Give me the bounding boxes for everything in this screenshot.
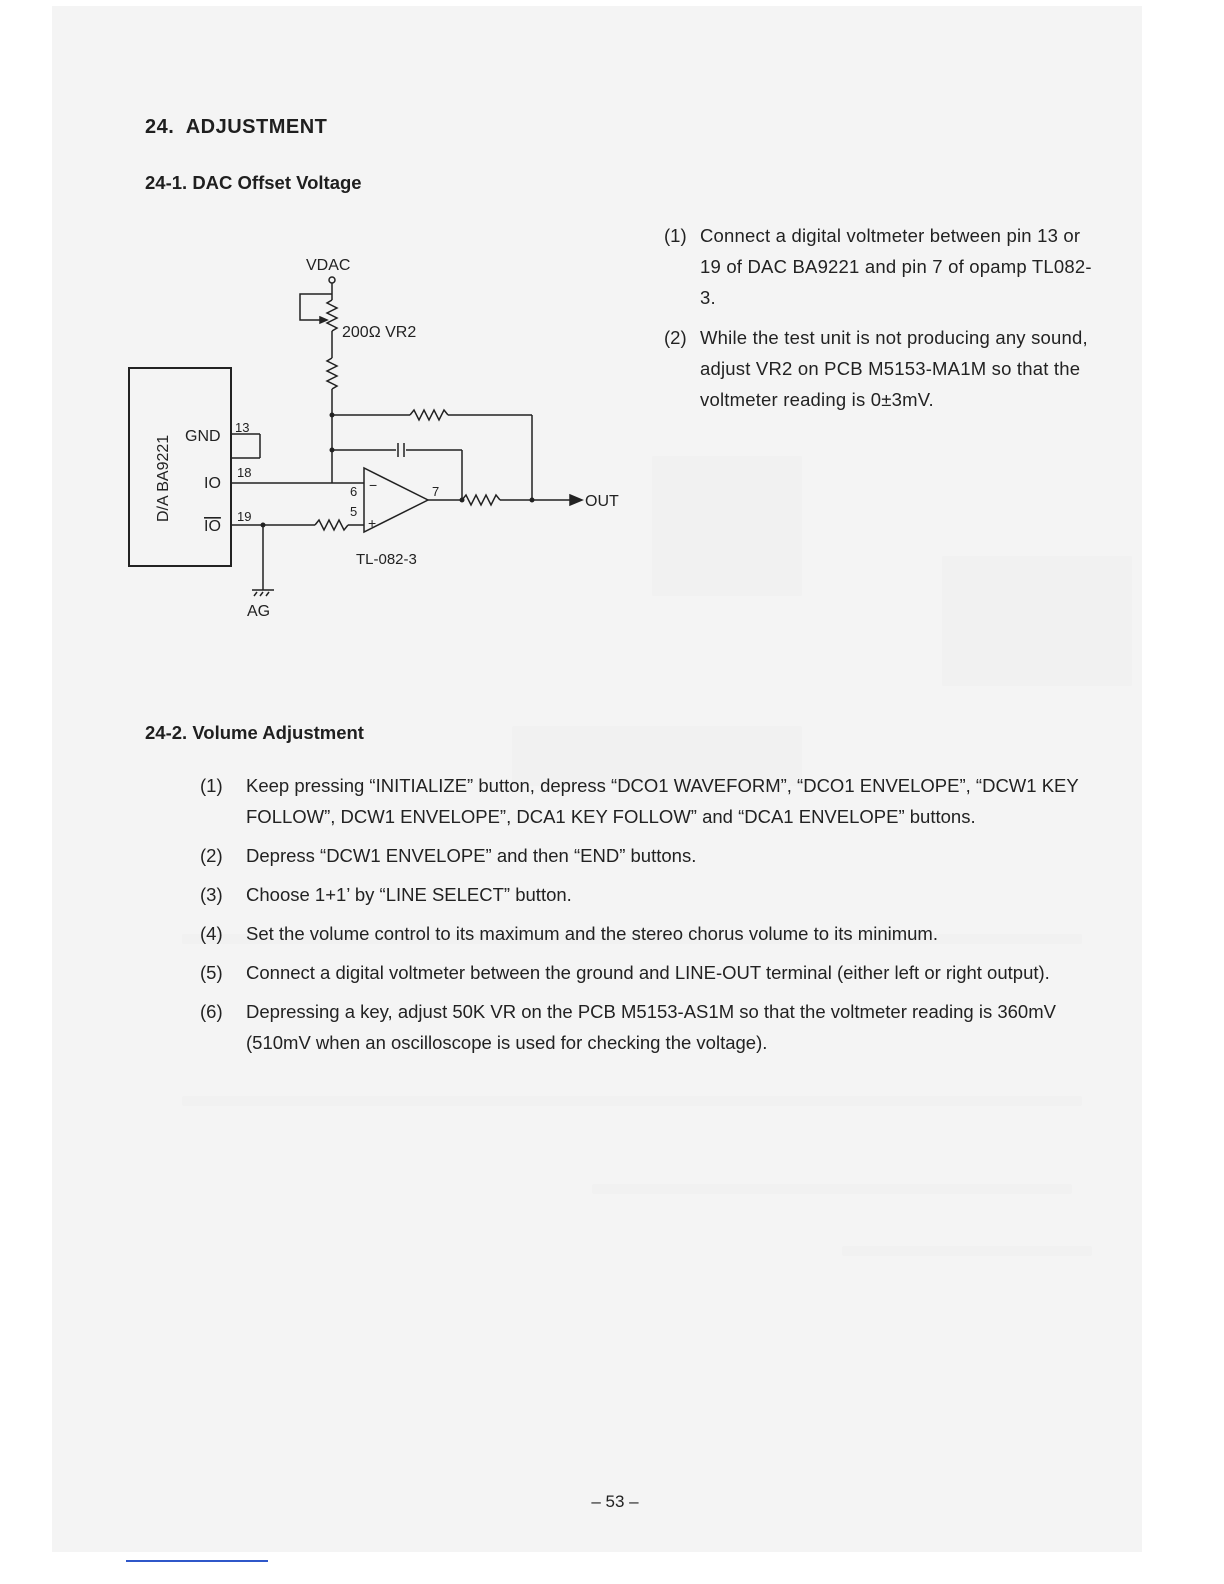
bleed-through-block [942, 556, 1132, 686]
feedback-resistor [410, 410, 448, 420]
list-item [200, 918, 1110, 949]
junction-dot [330, 413, 335, 418]
subsection-title: Volume Adjustment [192, 722, 364, 743]
bleed-through-block [652, 456, 802, 596]
step-number: (5) [200, 962, 223, 983]
label-gnd: GND [185, 428, 221, 445]
list-item [200, 879, 1110, 910]
subsection-number: 24-1. [145, 172, 188, 193]
label-pin13: 13 [235, 420, 250, 435]
label-pin18: 18 [237, 465, 252, 480]
label-io: IO [204, 475, 221, 492]
page-number: – 53 – [591, 1492, 639, 1511]
junction-dot [261, 523, 266, 528]
junction-dot [530, 498, 535, 503]
step-number: (1) [200, 775, 223, 796]
section-heading [145, 116, 327, 139]
step-number: (2) [664, 327, 687, 348]
label-out: OUT [585, 493, 619, 510]
dac-offset-circuit-diagram [120, 240, 640, 630]
dac-chip-box [129, 368, 231, 566]
label-pin5: 5 [350, 504, 358, 519]
step-text: Keep pressing “INITIALIZE” button, depress “DCO1 WAVEFORM”, “DCO1 ENVELOPE”, “DCW1 KEY FOLLOW”, DCW1 ENVELOPE”, DCA1 KEY FOLLOW” and “DCA1 ENVELOPE” buttons. [246, 775, 1079, 827]
step-text: Choose 1+1’ by “LINE SELECT” button. [246, 884, 572, 905]
output-resistor [462, 495, 500, 505]
step-text: Connect a digital voltmeter between the ground and LINE-OUT terminal (either left or right output). [246, 962, 1050, 983]
label-pin7: 7 [432, 484, 440, 499]
label-opamp: TL-082-3 [356, 551, 417, 568]
label-pin6: 6 [350, 484, 358, 499]
vdac-terminal [329, 277, 335, 283]
resistor-r1 [327, 358, 337, 389]
step-text: Connect a digital voltmeter between pin 13 or 19 of DAC BA9221 and pin 7 of opamp TL082-3. [700, 225, 1092, 308]
step-number: (2) [200, 845, 223, 866]
list-item [664, 322, 1094, 415]
volume-adjustment-steps [200, 770, 1110, 1066]
section-title: ADJUSTMENT [185, 116, 328, 138]
list-item [664, 220, 1094, 313]
bleed-through-line [182, 1096, 1082, 1106]
label-io-bar: IO [204, 518, 221, 535]
list-item [200, 770, 1110, 832]
step-text: Depress “DCW1 ENVELOPE” and then “END” buttons. [246, 845, 697, 866]
label-pin19: 19 [237, 509, 252, 524]
step-number: (6) [200, 1001, 223, 1022]
vr2-wiper [300, 294, 332, 320]
label-vdac: VDAC [306, 257, 351, 274]
label-chip: D/A BA9221 [155, 434, 172, 522]
list-item [200, 996, 1110, 1058]
subsection-heading-volume [145, 722, 364, 744]
step-number: (1) [664, 225, 687, 246]
step-text: While the test unit is not producing any sound, adjust VR2 on PCB M5153-MA1M so that the voltmeter reading is 0±3mV. [700, 327, 1088, 410]
subsection-heading-dac-offset [145, 172, 362, 194]
step-number: (3) [200, 884, 223, 905]
section-number: 24. [145, 116, 175, 138]
label-ag: AG [247, 603, 271, 620]
bleed-through-line [592, 1184, 1072, 1194]
step-number: (4) [200, 923, 223, 944]
subsection-number: 24-2. [145, 722, 188, 743]
label-vr2: 200Ω VR2 [342, 324, 417, 341]
label-minus: − [369, 477, 378, 493]
step-text: Depressing a key, adjust 50K VR on the PCB M5153-AS1M so that the voltmeter reading is 360mV (510mV when an oscilloscope is used for checking the voltage). [246, 1001, 1056, 1053]
dac-offset-steps [664, 220, 1094, 424]
bleed-through-line [842, 1246, 1092, 1256]
list-item [200, 840, 1110, 871]
list-item [200, 957, 1110, 988]
step-text: Set the volume control to its maximum and the stereo chorus volume to its minimum. [246, 923, 938, 944]
junction-dot [330, 448, 335, 453]
junction-dot [460, 498, 465, 503]
label-plus: + [368, 515, 377, 531]
input-resistor [315, 520, 348, 530]
subsection-title: DAC Offset Voltage [192, 172, 362, 193]
link-underline [126, 1560, 268, 1562]
vr2-resistor [327, 300, 337, 331]
